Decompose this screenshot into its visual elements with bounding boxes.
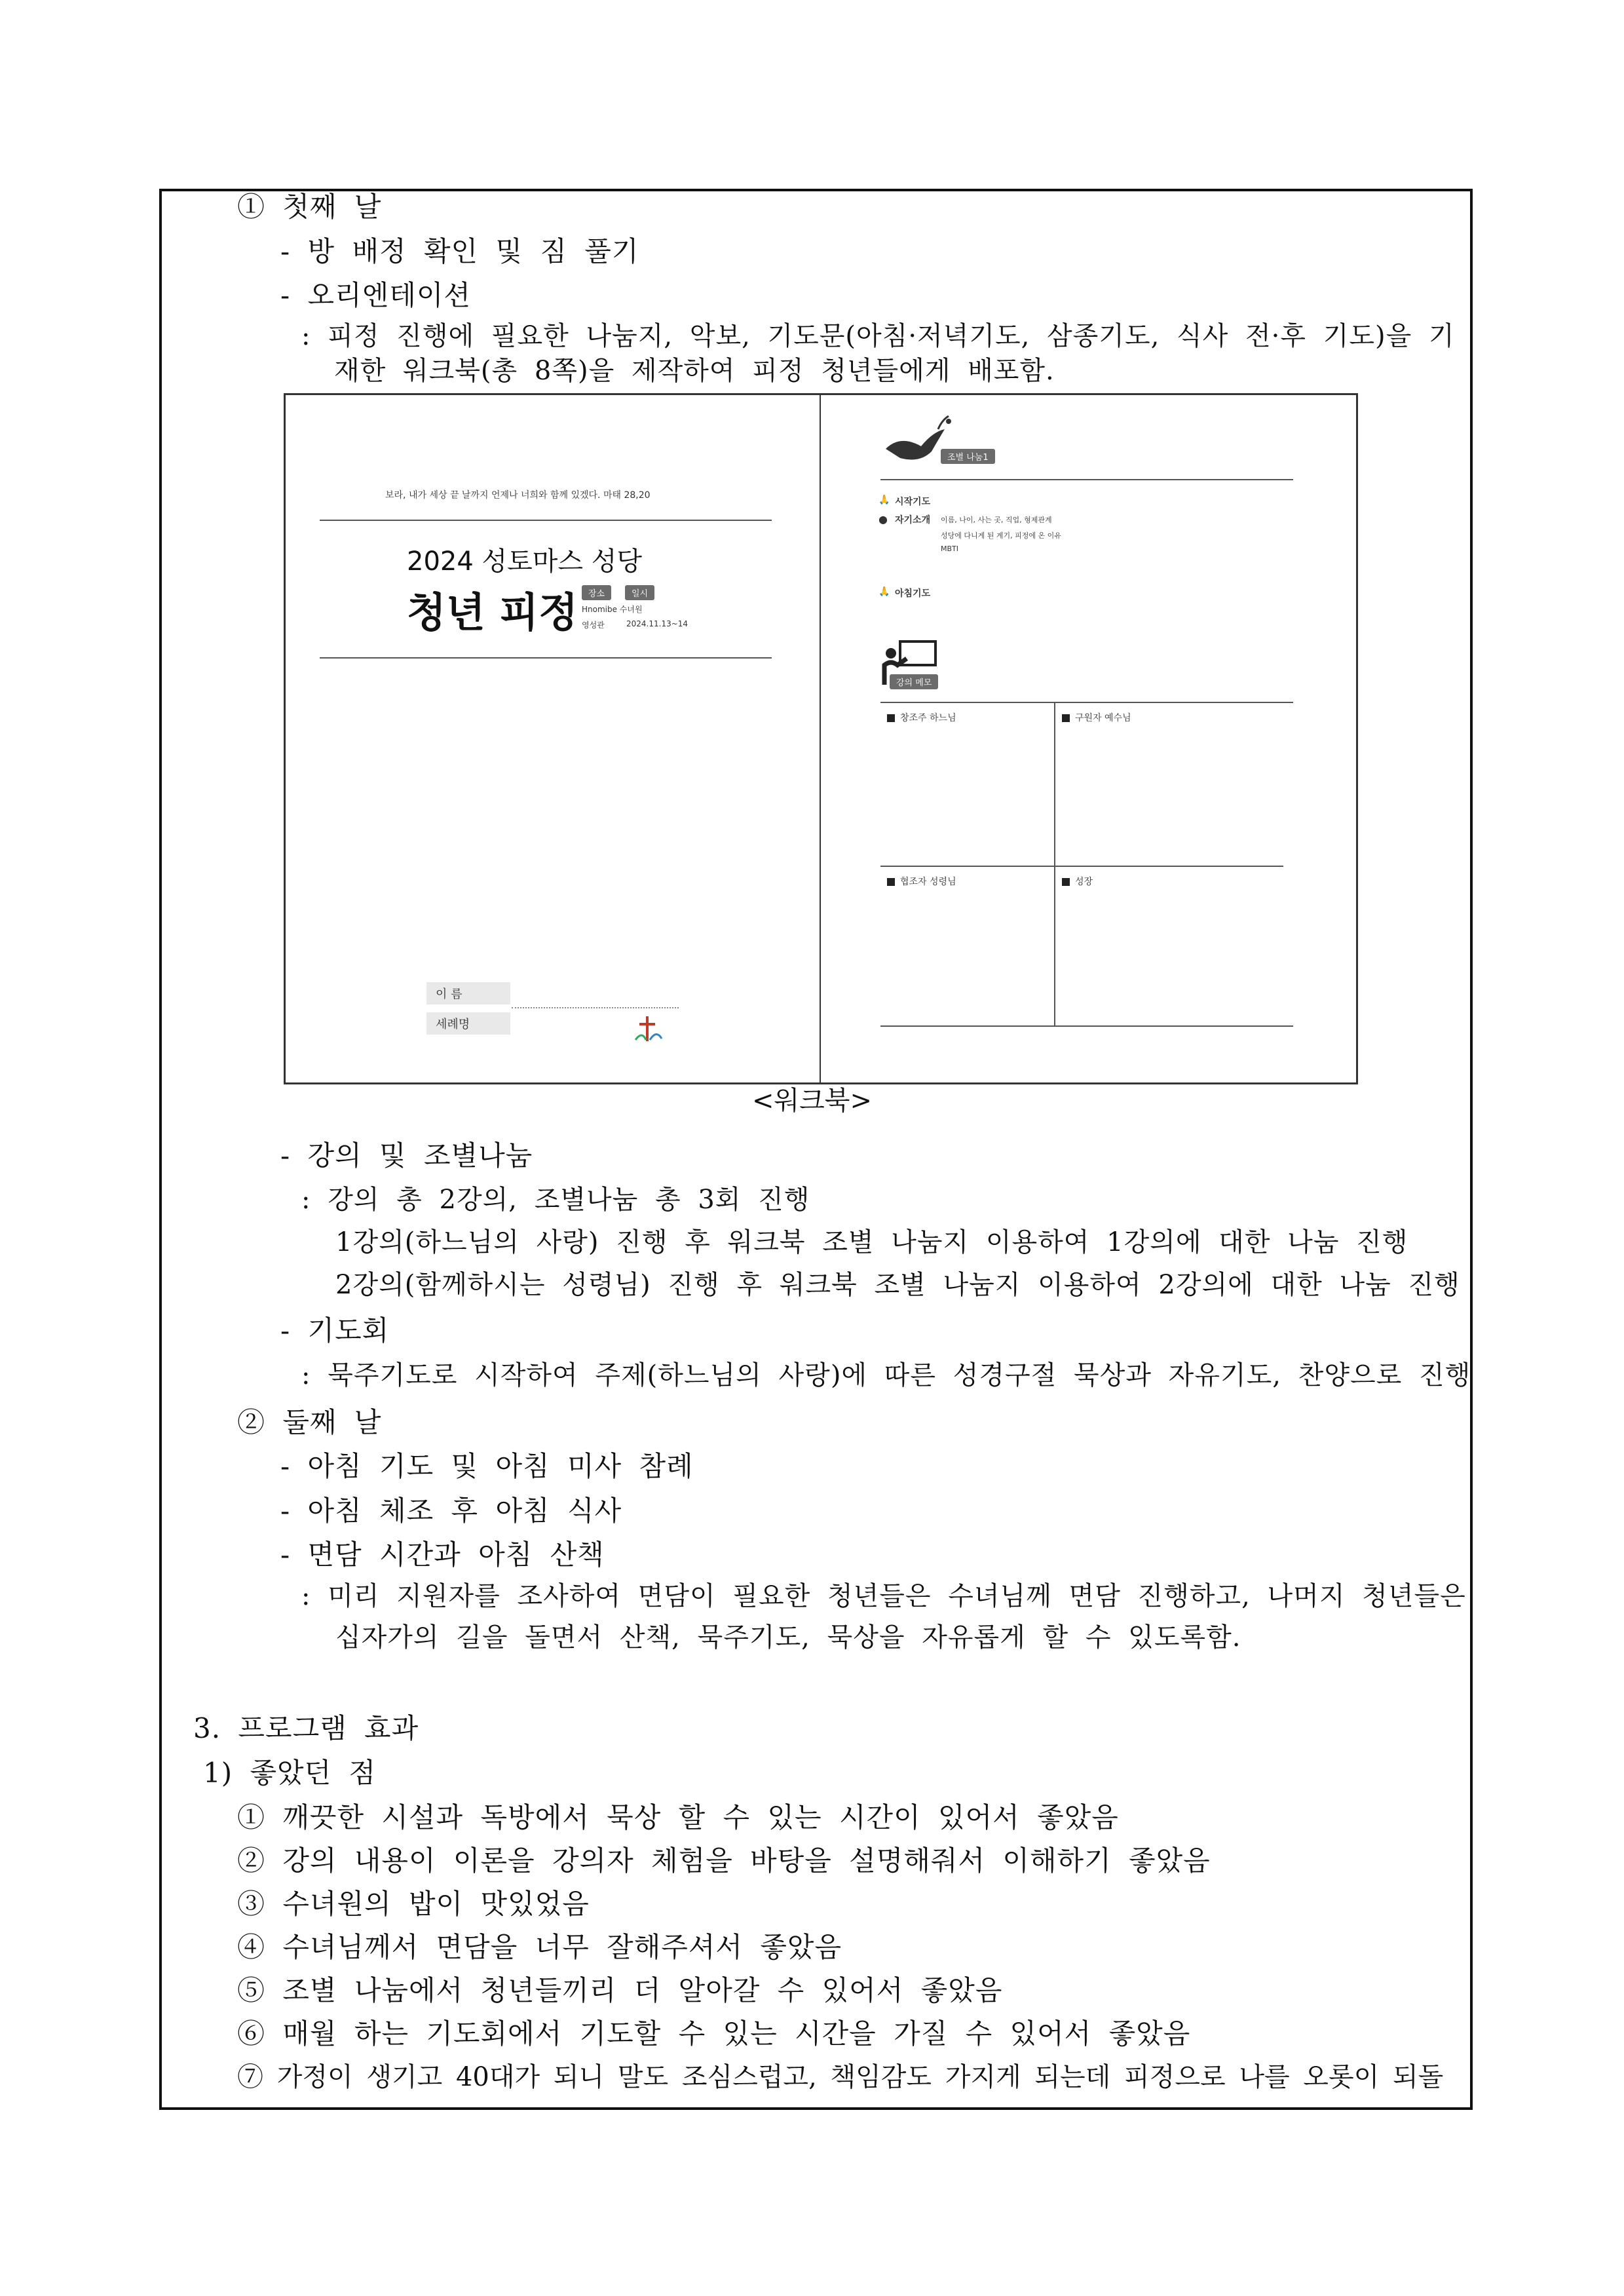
day1-item: 2강의(함께하시는 성령님) 진행 후 워크북 조별 나눔지 이용하여 2강의에 대한 나눔 진행 (335, 1270, 1460, 1300)
inner-box3 (887, 875, 956, 888)
workbook-caption: <워크북> (752, 1086, 872, 1116)
praying-hands-icon: 🙏 (878, 586, 890, 597)
cover-rule-bottom (320, 657, 772, 659)
cover-main-title: 청년 피정 (407, 588, 578, 636)
day1-item: - 방 배정 확인 및 짐 풀기 (280, 235, 639, 267)
bullet-icon (887, 714, 895, 722)
workbook-image (284, 393, 1358, 1084)
effect-item: ⑤ 조별 나눔에서 청년들끼리 더 알아갈 수 있어서 좋았음 (237, 1974, 1003, 2006)
inner-rule-bottom (880, 1025, 1293, 1027)
inner-intro-text3: MBTI (941, 545, 959, 553)
effect-item: ⑥ 매월 하는 기도회에서 기도할 수 있는 시간을 가질 수 있어서 좋았음 (237, 2018, 1191, 2050)
day1-item: : 강의 총 2강의, 조별나눔 총 3회 진행 (301, 1185, 810, 1215)
day1-item: : 피정 진행에 필요한 나눔지, 악보, 기도문(아침·저녁기도, 삼종기도, 식사 전·후 기도)을 기 (301, 321, 1455, 351)
day1-item: - 기도회 (280, 1314, 390, 1347)
inner-box4 (1062, 875, 1093, 888)
cover-tag-place: 장소 (582, 585, 611, 600)
bullet-icon (1062, 714, 1070, 722)
praying-hands-icon: 🙏 (878, 495, 890, 505)
cover-year-title: 2024 성토마스 성당 (407, 546, 643, 577)
day2-item: 십자가의 길을 돌면서 산책, 묵주기도, 묵상을 자유롭게 할 수 있도록함. (335, 1622, 1241, 1653)
effect-item: ⑦ 가정이 생기고 40대가 되니 말도 조심스럽고, 책임감도 가지게 되는데 피정으로 나를 오롯이 되돌 (237, 2062, 1444, 2092)
cover-rule-top (320, 520, 772, 521)
page-divider (820, 395, 821, 1082)
inner-rule-1 (880, 479, 1293, 480)
effect-item: ② 강의 내용이 이론을 강의자 체험을 바탕을 설명해줘서 이해하기 좋았음 (237, 1845, 1211, 1877)
cross-logo-icon (632, 1014, 666, 1045)
cover-baptism-label: 세례명 (426, 1012, 510, 1035)
day1-item: - 오리엔테이션 (280, 279, 471, 311)
inner-rule-2 (880, 702, 1293, 703)
inner-box2 (1062, 711, 1131, 724)
inner-rule-mid (880, 866, 1283, 867)
cover-verse: 보라, 내가 세상 끝 날까지 언제나 너희와 함께 있겠다. 마태 28,20 (385, 490, 651, 501)
effect-item: ③ 수녀원의 밥이 맛있었음 (237, 1888, 590, 1920)
bullet-icon (887, 878, 895, 886)
inner-lecture-tag: 강의 메모 (890, 674, 938, 689)
inner-box1-label: 창조주 하느님 (900, 713, 956, 723)
inner-opening-prayer: 시작기도 (895, 497, 931, 507)
effects-subtitle: 1) 좋았던 점 (203, 1757, 377, 1789)
inner-intro-text1: 이름, 나이, 사는 곳, 직업, 형제관계 (941, 516, 1052, 524)
day1-item: 1강의(하느님의 사랑) 진행 후 워크북 조별 나눔지 이용하여 1강의에 대한 나눔 진행 (335, 1227, 1408, 1257)
inner-intro-text2: 성당에 다니게 된 계기, 피정에 온 이유 (941, 531, 1061, 540)
day1-heading: ① 첫째 날 (237, 191, 382, 223)
person-icon: ● (878, 513, 888, 526)
day2-heading: ② 둘째 날 (237, 1406, 382, 1438)
day1-item: : 묵주기도로 시작하여 주제(하느님의 사랑)에 따른 성경구절 묵상과 자유기도, 찬양으로 진행 (301, 1360, 1471, 1390)
inner-box1 (887, 711, 956, 724)
cover-name-line (512, 1007, 679, 1008)
effects-title: 3. 프로그램 효과 (193, 1712, 419, 1744)
dove-icon (880, 415, 959, 480)
cover-name-label: 이 름 (426, 982, 510, 1004)
day1-item: - 강의 및 조별나눔 (280, 1139, 533, 1172)
cover-date-label: 영성관 (582, 621, 605, 630)
day1-item: 재한 워크북(총 8쪽)을 제작하여 피정 청년들에게 배포함. (334, 356, 1055, 386)
inner-intro-label: 자기소개 (895, 515, 931, 526)
day2-item: - 면담 시간과 아침 산책 (280, 1539, 605, 1571)
bullet-icon (1062, 878, 1070, 886)
effect-item: ④ 수녀님께서 면담을 너무 잘해주셔서 좋았음 (237, 1931, 842, 1963)
inner-box3-label: 협조자 성령님 (900, 877, 956, 887)
effect-item: ① 깨끗한 시설과 독방에서 묵상 할 수 있는 시간이 있어서 좋았음 (237, 1801, 1119, 1833)
cover-date-value: 2024.11.13~14 (626, 619, 689, 628)
day2-item: - 아침 기도 및 아침 미사 참례 (280, 1450, 694, 1482)
inner-box4-label: 성장 (1075, 877, 1093, 887)
cover-tag-date: 일시 (625, 585, 654, 600)
inner-section-tag: 조별 나눔1 (941, 449, 995, 464)
day2-item: - 아침 체조 후 아침 식사 (280, 1495, 622, 1527)
inner-vertical-rule (1054, 702, 1055, 1026)
day2-item: : 미리 지원자를 조사하여 면담이 필요한 청년들은 수녀님께 면담 진행하고, 나머지 청년들은 (301, 1581, 1466, 1611)
inner-morning-prayer: 아침기도 (895, 588, 931, 599)
inner-box2-label: 구원자 예수님 (1075, 713, 1131, 723)
cover-place-value: Hnomibe 수녀원 (582, 605, 643, 614)
